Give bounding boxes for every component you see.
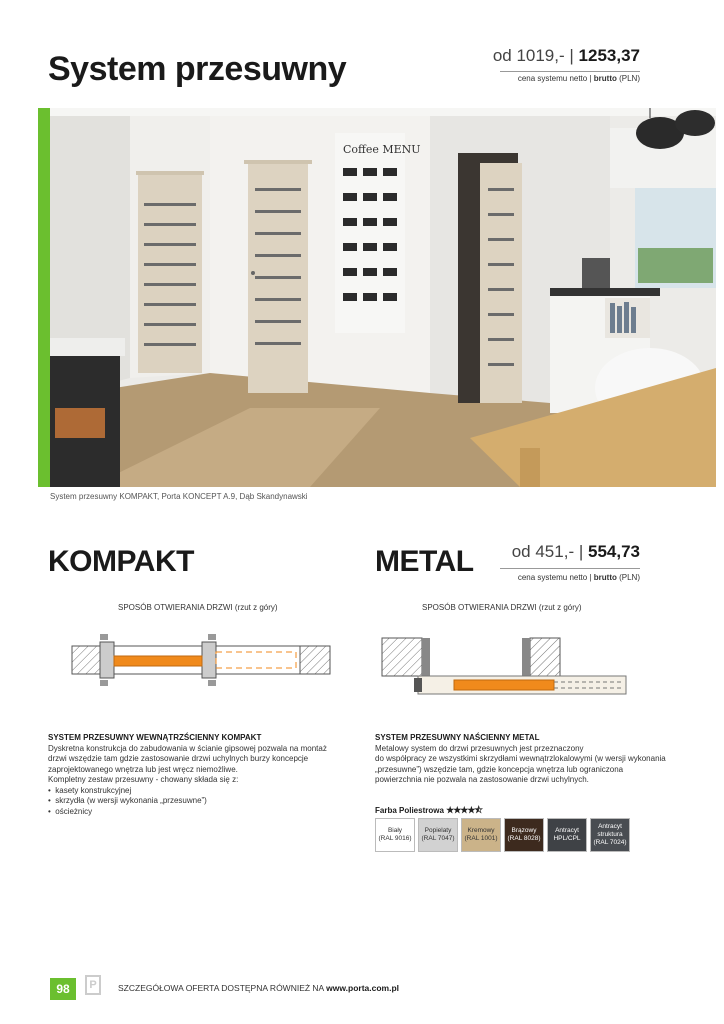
swatch-antracyt-struktura[interactable]: Antracyt struktura (RAL 7024) <box>590 818 630 852</box>
kompakt-description <box>48 733 348 817</box>
metal-heading: SYSTEM PRZESUWNY NAŚCIENNY METAL <box>375 733 540 742</box>
kompakt-heading: SYSTEM PRZESUWNY WEWNĄTRZŚCIENNY KOMPAKT <box>48 733 262 742</box>
swatch-antracyt-hpl[interactable]: Antracyt HPL/CPL <box>547 818 587 852</box>
metal-price-separator: | <box>578 542 584 561</box>
metal-price-note: cena systemu netto | brutto (PLN) <box>517 573 640 582</box>
metal-diagram <box>380 630 640 700</box>
metal-line: powierzchnia nie pozwala na zastosowanie drzwi uchylnych. <box>375 775 589 784</box>
metal-line: „przesuwne”) wszędzie tam, gdzie koncepcja wnętrza lub ograniczona <box>375 764 624 774</box>
price-note: cena systemu netto | brutto (PLN) <box>517 74 640 83</box>
footer-note: SZCZEGÓŁOWA OFERTA DOSTĘPNA RÓWNIEŻ NA www.porta.com.pl <box>118 983 400 993</box>
kompakt-bullet: • skrzydła (w wersji wykonania „przesuwne”) <box>48 796 207 805</box>
metal-line: do współpracy ze wszystkimi skrzydłami wewnątrzlokalowymi (w wersji wykonania <box>375 754 666 763</box>
price-separator: | <box>569 46 574 65</box>
kompakt-line: drzwi wszędzie tam gdzie zastosowanie drzwi uchylnych burzy koncepcje <box>48 754 309 763</box>
porta-logo-icon: P <box>85 975 101 995</box>
kompakt-bullet: • ościeżnicy <box>48 806 93 816</box>
swatch-popielaty[interactable]: Popielaty (RAL 7047) <box>418 818 458 852</box>
kompakt-diagram-caption: SPOSÓB OTWIERANIA DRZWI (rzut z góry) <box>118 603 278 612</box>
interior-photo <box>50 108 716 487</box>
price-block <box>493 46 640 66</box>
poster-title: Coffee MENU <box>343 143 421 156</box>
metal-diagram-caption: SPOSÓB OTWIERANIA DRZWI (rzut z góry) <box>422 603 582 612</box>
metal-line: Metalowy system do drzwi przesuwnych jest przeznaczony <box>375 743 584 753</box>
metal-title: METAL <box>375 545 474 578</box>
rating-stars: ★★★★⯪ <box>446 805 482 815</box>
price-divider <box>500 71 640 72</box>
metal-price-divider <box>500 568 640 569</box>
kompakt-title: KOMPAKT <box>48 545 194 578</box>
price-from: od 1019,- <box>492 46 565 65</box>
kompakt-bullet: • kasety konstrukcyjnej <box>48 785 132 795</box>
interior-illustration <box>50 108 716 487</box>
metal-description <box>375 733 675 786</box>
price-brutto: 1253,37 <box>578 46 640 65</box>
kompakt-line: Kompletny zestaw przesuwny - chowany składa się z: <box>48 775 239 784</box>
swatch-bialy[interactable]: Biały (RAL 9016) <box>375 818 415 852</box>
metal-price-brutto: 554,73 <box>588 542 640 561</box>
footer-url-link[interactable]: www.porta.com.pl <box>326 983 400 993</box>
accent-bar <box>38 108 50 487</box>
page-title: System przesuwny <box>48 50 347 88</box>
page-number: 98 <box>50 978 76 1000</box>
swatch-brazowy[interactable]: Brązowy (RAL 8028) <box>504 818 544 852</box>
metal-price-from: od 451,- <box>511 542 575 561</box>
photo-caption: System przesuwny KOMPAKT, Porta KONCEPT A.9, Dąb Skandynawski <box>50 492 308 501</box>
kompakt-diagram <box>70 630 335 692</box>
kompakt-line: zaprojektowanego wnętrza lub jest wręcz niemożliwe. <box>48 764 238 774</box>
swatch-kremowy[interactable]: Kremowy (RAL 1001) <box>461 818 501 852</box>
paint-label: Farba Poliestrowa <box>375 806 444 815</box>
metal-price-block <box>512 542 640 562</box>
kompakt-line: Dyskretna konstrukcja do zabudowania w ścianie gipsowej pozwala na montaż <box>48 743 327 753</box>
